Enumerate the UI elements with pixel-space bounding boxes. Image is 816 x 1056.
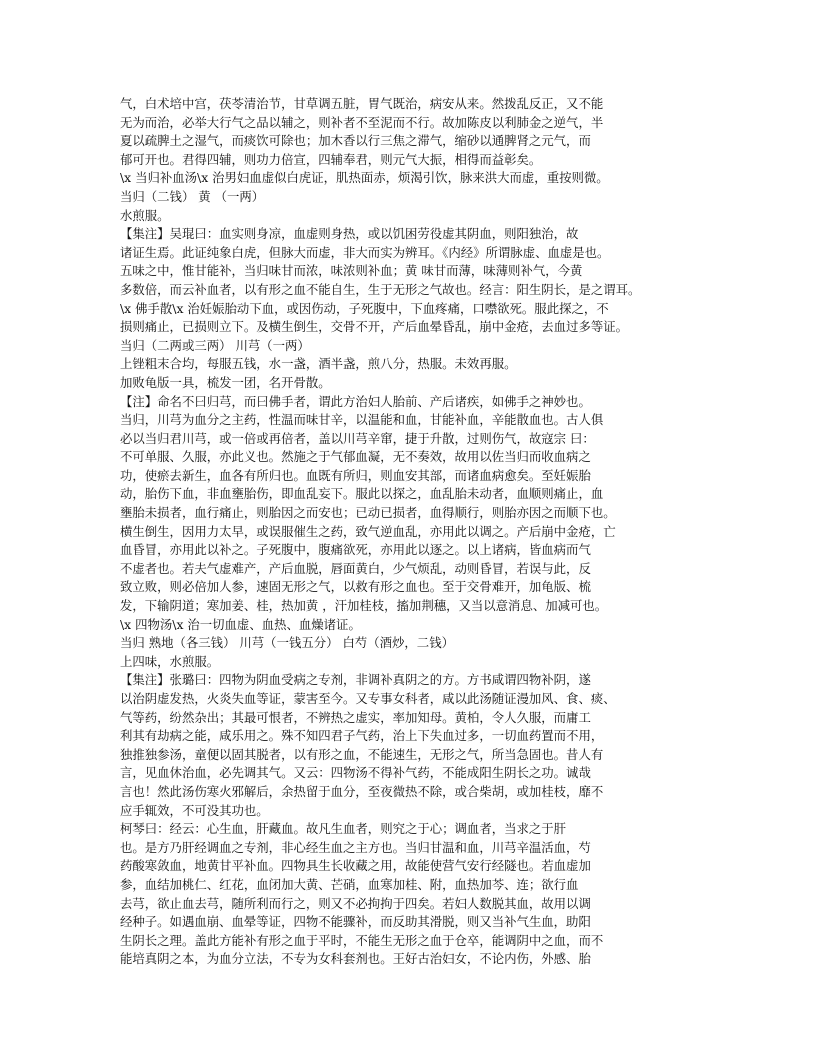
text-line: 五味之中，惟甘能补，当归味甘而浓，味浓则补血；黄 味甘而薄，味薄则补气，今黄 bbox=[120, 263, 583, 279]
text-line: 功，使瘀去新生，血各有所归也。血既有所归，则血安其部，而诸血病愈矣。至妊娠胎 bbox=[120, 467, 591, 483]
text-line: 当归（二钱） 黄 （一两） bbox=[120, 188, 265, 204]
text-line: 言，见血休治血，必先调其气。又云：四物汤不得补气药，不能成阳生阴长之功。诚哉 bbox=[120, 765, 591, 781]
text-line: 当归，川芎为血分之主药，性温而味甘辛，以温能和血，甘能补血，辛能散血也。古人俱 bbox=[120, 412, 604, 428]
text-line: 当归（二两或三两） 川芎（一两） bbox=[120, 337, 310, 353]
text-line: 必以当归君川芎，或一倍或再倍者，盖以川芎辛窜，捷于升散，过则伤气，故寇宗 曰： bbox=[120, 430, 595, 446]
text-line: 当归 熟地（各三钱） 川芎（一钱五分） 白芍（酒炒，二钱） bbox=[120, 635, 454, 651]
text-line: 经种子。如遇血崩、血晕等证，四物不能骤补，而反助其滑脱，则又当补气生血，助阳 bbox=[120, 914, 591, 930]
text-line: 独推独参汤，童便以固其脱者，以有形之血，不能速生，无形之气，所当急固也。昔人有 bbox=[120, 746, 604, 762]
text-line: 能培真阴之本，为血分立法，不专为女科套剂也。王好古治妇女，不论内伤，外感、胎 bbox=[120, 951, 591, 967]
text-line: 损则痛止，已损则立下。及横生倒生，交骨不开，产后血晕昏乱，崩中金疮，去血过多等证。 bbox=[120, 319, 629, 335]
text-line: \x 四物汤\x 治一切血虚、血热、血燥诸证。 bbox=[120, 616, 361, 632]
text-line: 也。是方乃肝经调血之专剂，非心经生血之主方也。当归甘温和血，川芎辛温活血，芍 bbox=[120, 839, 591, 855]
text-line: 气，白术培中宫，茯苓清治节，甘草调五脏，胃气既治，病安从来。然拨乱反正，又不能 bbox=[120, 96, 604, 111]
text-line: 郁可开也。君得四辅，则功力倍宣，四辅奉君，则元气大振，相得而益彰矣。 bbox=[120, 151, 542, 167]
text-line: 致立败，则必倍加人参，速固无形之气，以救有形之血也。至于交骨难开，加龟版、梳 bbox=[120, 579, 591, 595]
text-line: 言也！然此汤伤寒火邪解后，余热留于血分，至夜微热不除，或合柴胡，或加桂枝，靡不 bbox=[120, 783, 604, 799]
text-line: 以治阴虚发热，火炎失血等证，蒙害至今。又专事女科者，咸以此汤随证漫加风、食、痰、 bbox=[120, 691, 616, 706]
text-line: 夏以疏脾土之湿气，而痰饮可除也；加木香以行三焦之滞气，缩砂以通脾肾之元气，而 bbox=[120, 133, 591, 149]
text-line: 诸证生焉。此证纯象白虎，但脉大而虚，非大而实为辨耳。《内经》所谓脉虚、血虚是也。 bbox=[120, 244, 610, 260]
text-line: 应手辄效，不可没其功也。 bbox=[120, 802, 269, 818]
text-line: 【集注】张璐曰：四物为阴血受病之专剂，非调补真阴之的方。方书咸谓四物补阴，遂 bbox=[120, 672, 591, 688]
text-line: 动，胎伤下血，非血壅胎伤，即血乱妄下。服此以探之，血乱胎未动者，血顺则痛止，血 bbox=[120, 486, 604, 502]
text-line: \x 当归补血汤\x 治男妇血虚似白虎证，肌热面赤，烦渴引饮，脉来洪大而虚，重按则微。 bbox=[120, 170, 609, 186]
text-line: 多数倍，而云补血者，以有形之血不能自生，生于无形之气故也。经言：阳生阴长，是之谓耳。 bbox=[120, 281, 641, 297]
text-line: 不可单服、久服，亦此义也。然施之于气郁血凝，无不奏效，故用以佐当归而收血病之 bbox=[120, 449, 591, 465]
text-line: 【集注】吴琨曰：血实则身凉，血虚则身热，或以饥困劳役虚其阴血，则阳独治，故 bbox=[120, 226, 579, 242]
text-line: 发，下输阴道；寒加姜、桂，热加黄 ，汗加桂枝，搐加荆穗，又当以意消息、加减可也。 bbox=[120, 598, 608, 614]
text-line: 无为而治，必举大行气之品以辅之，则补者不至泥而不行。故加陈皮以利肺金之逆气，半 bbox=[120, 114, 604, 130]
text-line: 上锉粗末合均，每服五钱，水一盏，酒半盏，煎八分，热服。未效再服。 bbox=[120, 356, 517, 372]
text-body bbox=[120, 95, 716, 969]
text-line: 去芎，欲止血去芎，随所利而行之，则又不必拘拘于四矣。若妇人数脱其血，故用以调 bbox=[120, 895, 591, 911]
text-line: 药酸寒敛血，地黄甘平补血。四物具生长收藏之用，故能使营气安行经隧也。若血虚加 bbox=[120, 858, 591, 874]
text-line: 生阴长之理。盖此方能补有形之血于平时，不能生无形之血于仓卒，能调阴中之血，而不 bbox=[120, 932, 604, 948]
text-line: 柯琴曰：经云：心生血，肝藏血。故凡生血者，则究之于心；调血者，当求之于肝 bbox=[120, 821, 567, 837]
text-line: \x 佛手散\x 治妊娠胎动下血，或因伤动，子死腹中，下血疼痛，口噤欲死。服此探之，不 bbox=[120, 300, 609, 316]
text-line: 水煎服。 bbox=[120, 207, 170, 223]
text-line: 加败龟版一具，梳发一团，名开骨散。 bbox=[120, 374, 331, 390]
text-line: 上四味，水煎服。 bbox=[120, 653, 220, 669]
text-line: 【注】命名不曰归芎，而曰佛手者，谓此方治妇人胎前、产后诸疾，如佛手之神妙也。 bbox=[120, 393, 591, 409]
text-line: 壅胎未损者，血行痛止，则胎因之而安也；已动已损者，血得顺行，则胎亦因之而顺下也。 bbox=[120, 505, 616, 521]
text-line: 不虚者也。若夫气虚难产，产后血脱，唇面黄白，少气烦乱，动则昏冒，若误与此，反 bbox=[120, 560, 591, 576]
text-line: 气等药，纷然杂出；其最可恨者，不辨热之虚实，率加知母。黄柏，令人久服，而庸工 bbox=[120, 709, 591, 725]
text-line: 利其有劫病之能，咸乐用之。殊不知四君子气药，治上下失血过多，一切血药置而不用， bbox=[120, 728, 604, 744]
text-line: 横生倒生，因用力太早，或误服催生之药，致气逆血乱，亦用此以调之。产后崩中金疮，亡 bbox=[120, 523, 616, 539]
text-line: 参，血结加桃仁、红花，血闭加大黄、芒硝，血寒加桂、附，血热加芩、连；欲行血 bbox=[120, 876, 579, 892]
text-line: 血昏冒，亦用此以补之。子死腹中，腹痛欲死，亦用此以逐之。以上诸病，皆血病而气 bbox=[120, 542, 591, 558]
